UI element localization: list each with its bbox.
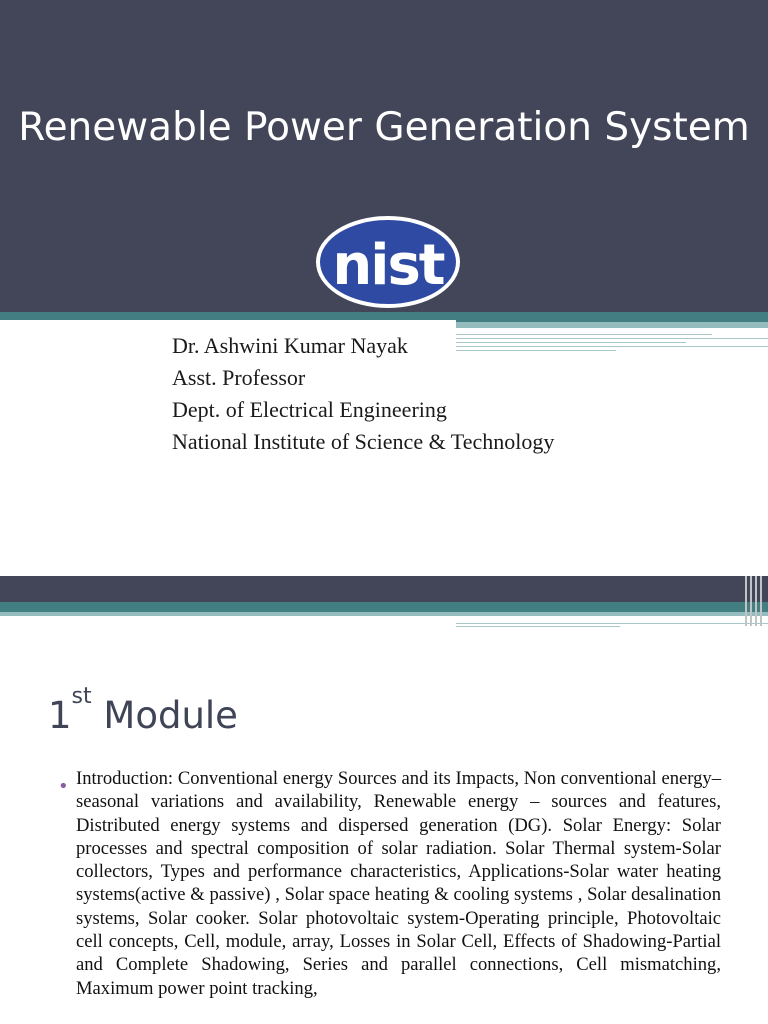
module-number: 1 xyxy=(48,694,72,737)
module-content: Introduction: Conventional energy Sources and its Impacts, Non conventional energy– seasonal variations and availability, Renewable energy – sources and features, Distributed energy systems and dispersed generation (DG). Solar Energy: Solar processes and spectral composition of solar radiation. Solar Thermal system-Solar collectors, Types and performance characteristics, Applications-Solar water heating systems(active & passive) , Solar space heating & cooling systems , Solar desalination systems, Solar cooker. Solar photovoltaic system-Operating principle, Photovoltaic cell concepts, Cell, module, array, Losses in Solar Cell, Effects of Shadowing-Partial and Complete Shadowing, Series and parallel connections, Cell mismatching, Maximum power point tracking, xyxy=(76,768,721,999)
bullet-icon: • xyxy=(58,776,69,797)
presentation-title: Renewable Power Generation System xyxy=(18,105,750,150)
divider-band-light xyxy=(0,612,768,616)
divider-line xyxy=(456,620,768,622)
author-position: Asst. Professor xyxy=(172,365,306,390)
author-department: Dept. of Electrical Engineering xyxy=(172,397,447,422)
divider-line xyxy=(456,626,620,627)
author-name: Dr. Ashwini Kumar Nayak xyxy=(172,333,408,358)
module-heading xyxy=(48,684,238,740)
divider-line xyxy=(750,576,752,626)
divider-band xyxy=(0,602,768,612)
divider-line xyxy=(760,576,762,626)
nist-logo-text: nist xyxy=(332,233,444,298)
module-slide xyxy=(0,576,768,1024)
divider-line xyxy=(755,576,757,626)
author-institute: National Institute of Science & Technology xyxy=(172,429,555,454)
divider-line xyxy=(745,576,747,626)
header-background xyxy=(0,576,768,602)
author-info xyxy=(172,330,554,458)
module-ordinal-suffix: st xyxy=(71,684,92,709)
nist-logo xyxy=(314,214,462,310)
divider-line xyxy=(456,623,768,624)
module-label: Module xyxy=(91,694,238,737)
